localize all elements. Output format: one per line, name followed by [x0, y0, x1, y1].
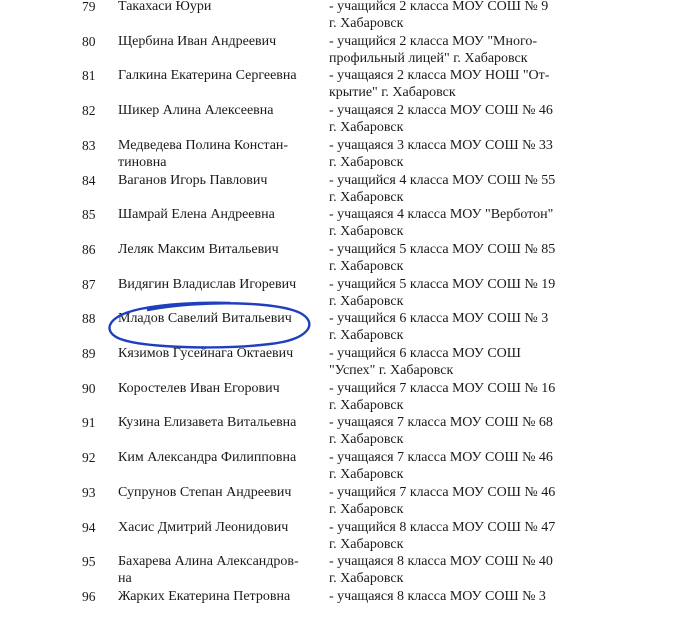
row-number: 83 — [82, 137, 96, 153]
row-number: 82 — [82, 103, 96, 119]
student-description-line: - учащийся 5 класса МОУ СОШ № 19 — [329, 276, 556, 292]
list-item — [0, 170, 700, 204]
student-description — [329, 519, 594, 553]
row-number: 91 — [82, 415, 96, 431]
student-name — [118, 345, 323, 362]
row-number: 87 — [82, 276, 96, 292]
student-name — [118, 172, 323, 189]
student-description — [329, 241, 594, 275]
list-item — [0, 239, 700, 273]
student-name-line: Хасис Дмитрий Леонидович — [118, 519, 289, 535]
student-description-line: г. Хабаровск — [329, 224, 404, 240]
list-item — [0, 100, 700, 134]
student-description-line: г. Хабаровск — [329, 432, 404, 448]
student-description — [329, 102, 594, 136]
row-number: 93 — [82, 484, 96, 500]
list-item — [0, 65, 700, 99]
student-description-line: - учащийся 4 класса МОУ СОШ № 55 — [329, 172, 556, 188]
student-description-line: г. Хабаровск — [329, 467, 404, 483]
student-description-line: г. Хабаровск — [329, 328, 404, 344]
student-name-line: тиновна — [118, 154, 167, 170]
student-description — [329, 484, 594, 518]
student-description-line: г. Хабаровск — [329, 120, 404, 136]
student-description — [329, 553, 594, 587]
student-description-line: - учащаяся 4 класса МОУ "Верботон" — [329, 207, 554, 223]
row-number: 86 — [82, 241, 96, 257]
student-description — [329, 137, 594, 171]
student-name-line: Шамрай Елена Андреевна — [118, 207, 275, 223]
student-description-line: "Успех" г. Хабаровск — [329, 363, 454, 378]
student-description-line: г. Хабаровск — [329, 258, 404, 274]
student-name-line: Жарких Екатерина Петровна — [118, 588, 291, 604]
student-description — [329, 588, 594, 605]
student-name — [118, 0, 323, 15]
student-name — [118, 276, 323, 293]
student-description — [329, 449, 594, 483]
row-number: 84 — [82, 172, 96, 188]
student-description-line: - учащаяся 2 класса МОУ НОШ "От- — [329, 68, 550, 84]
list-item — [0, 343, 700, 377]
student-name-line: Леляк Максим Витальевич — [118, 241, 279, 257]
student-description — [329, 310, 594, 344]
student-description-line: - учащийся 6 класса МОУ СОШ № 3 — [329, 311, 549, 327]
list-item — [0, 412, 700, 446]
student-name-line: на — [118, 571, 132, 587]
student-description-line: - учащаяся 2 класса МОУ СОШ № 46 — [329, 103, 553, 119]
student-description-line: - учащийся 8 класса МОУ СОШ № 47 — [329, 519, 556, 535]
student-name-line: Ким Александра Филипповна — [118, 450, 297, 466]
list-item — [0, 482, 700, 516]
list-item — [0, 447, 700, 481]
row-number: 90 — [82, 380, 96, 396]
row-number: 88 — [82, 311, 96, 327]
row-number: 94 — [82, 519, 96, 535]
student-name — [118, 206, 323, 223]
student-name-line: Ваганов Игорь Павлович — [118, 172, 268, 188]
student-name — [118, 33, 323, 50]
list-item — [0, 204, 700, 238]
student-description — [329, 414, 594, 448]
student-name-line: Такахаси Юури — [118, 0, 212, 14]
student-description-line: г. Хабаровск — [329, 16, 404, 31]
student-description-line: - учащийся 2 класса МОУ СОШ № 9 — [329, 0, 549, 14]
student-name — [118, 380, 323, 397]
student-name — [118, 553, 323, 587]
row-number: 89 — [82, 346, 96, 361]
student-name-line: Видягин Владислав Игоревич — [118, 276, 297, 292]
student-description-line: профильный лицей" г. Хабаровск — [329, 50, 528, 66]
student-description-line: г. Хабаровск — [329, 293, 404, 309]
student-name — [118, 137, 323, 171]
student-description-line: г. Хабаровск — [329, 397, 404, 413]
student-description-line: г. Хабаровск — [329, 571, 404, 587]
row-number: 96 — [82, 588, 96, 604]
student-name — [118, 519, 323, 536]
student-description — [329, 0, 594, 32]
student-name — [118, 102, 323, 119]
student-description — [329, 206, 594, 240]
student-description-line: - учащийся 2 класса МОУ "Много- — [329, 33, 538, 49]
student-description-line: г. Хабаровск — [329, 536, 404, 552]
student-description — [329, 380, 594, 414]
list-item — [0, 0, 700, 30]
student-name-line: Кузина Елизавета Витальевна — [118, 415, 297, 431]
row-number: 80 — [82, 33, 96, 49]
student-description — [329, 172, 594, 206]
student-name-line: Младов Савелий Витальевич — [118, 311, 292, 327]
student-name — [118, 310, 323, 327]
row-number: 95 — [82, 554, 96, 570]
student-description — [329, 276, 594, 310]
student-description-line: г. Хабаровск — [329, 154, 404, 170]
student-name — [118, 588, 323, 605]
list-item — [0, 135, 700, 169]
student-description-line: - учащаяся 7 класса МОУ СОШ № 46 — [329, 450, 553, 466]
student-description-line: г. Хабаровск — [329, 501, 404, 517]
student-name-line: Кязимов Гусейнага Октаевич — [118, 346, 294, 361]
row-number: 81 — [82, 68, 96, 84]
student-name-line: Коростелев Иван Егорович — [118, 380, 280, 396]
row-number: 85 — [82, 207, 96, 223]
student-name — [118, 241, 323, 258]
list-item — [0, 274, 700, 308]
student-name — [118, 449, 323, 466]
student-description-line: - учащийся 7 класса МОУ СОШ № 16 — [329, 380, 556, 396]
student-description — [329, 33, 594, 67]
student-name-line: Шикер Алина Алексеевна — [118, 103, 274, 119]
row-number: 79 — [82, 0, 96, 14]
student-name-line: Галкина Екатерина Сергеевна — [118, 68, 297, 84]
student-description-line: - учащийся 7 класса МОУ СОШ № 46 — [329, 484, 556, 500]
student-description-line: - учащаяся 8 класса МОУ СОШ № 40 — [329, 554, 553, 570]
student-description-line: крытие" г. Хабаровск — [329, 85, 456, 101]
student-description-line: г. Хабаровск — [329, 189, 404, 205]
student-name — [118, 414, 323, 431]
list-item — [0, 308, 700, 342]
list-item — [0, 551, 700, 585]
student-description — [329, 345, 594, 379]
student-name-line: Медведева Полина Констан- — [118, 137, 289, 153]
student-name — [118, 484, 323, 501]
student-name-line: Бахарева Алина Александров- — [118, 554, 299, 570]
student-description-line: - учащийся 5 класса МОУ СОШ № 85 — [329, 241, 556, 257]
student-description-line: - учащаяся 7 класса МОУ СОШ № 68 — [329, 415, 553, 431]
student-name — [118, 67, 323, 84]
student-description-line: - учащаяся 3 класса МОУ СОШ № 33 — [329, 137, 553, 153]
student-name-line: Супрунов Степан Андреевич — [118, 484, 292, 500]
row-number: 92 — [82, 450, 96, 466]
list-item — [0, 517, 700, 551]
student-name-line: Щербина Иван Андреевич — [118, 33, 277, 49]
student-description — [329, 67, 594, 101]
list-item — [0, 31, 700, 65]
student-description-line: - учащийся 6 класса МОУ СОШ — [329, 346, 521, 361]
list-item — [0, 378, 700, 412]
student-description-line: - учащаяся 8 класса МОУ СОШ № 3 — [329, 588, 546, 604]
list-item — [0, 586, 700, 620]
